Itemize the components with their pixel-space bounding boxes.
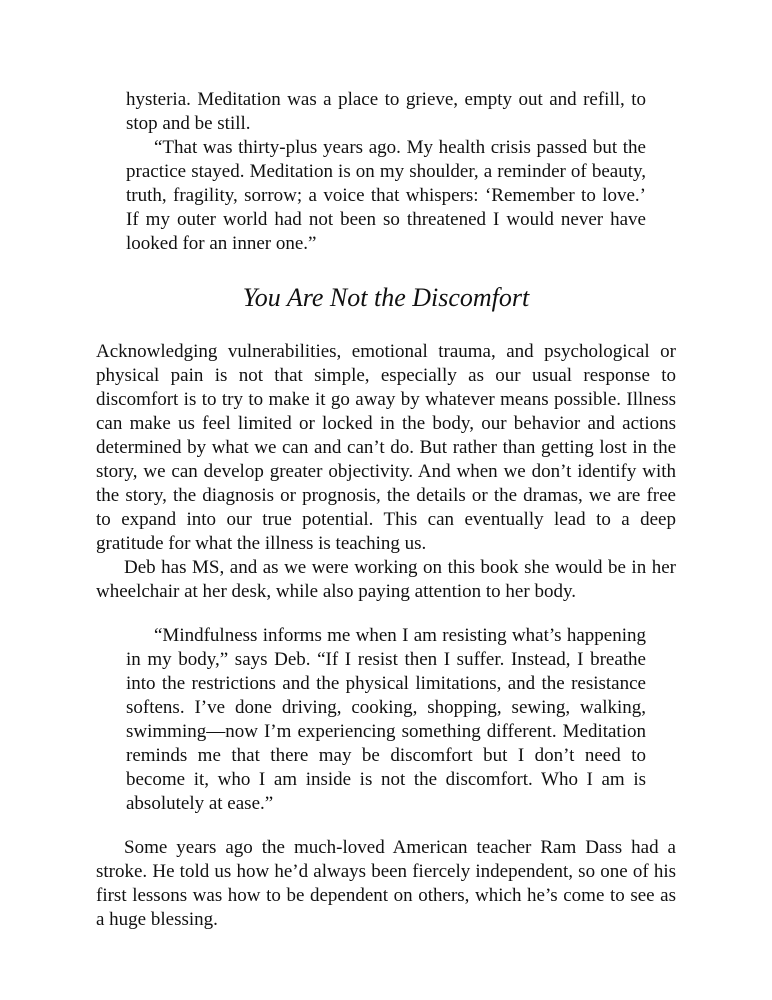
opening-quote xyxy=(126,88,646,256)
body-paragraph-3: Some years ago the much-loved American teacher Ram Dass had a stroke. He told us how he’d always been fiercely independent, so one of his first lessons was how to be dependent on others, which he’s come to see as a huge blessing. xyxy=(96,837,676,930)
opening-quote-paragraph-1: hysteria. Meditation was a place to grieve, empty out and refill, to stop and be still. xyxy=(126,89,646,134)
body-paragraph-1: Acknowledging vulnerabilities, emotional trauma, and psychological or physical pain is not that simple, especially as our usual response to discomfort is to try to make it go away by whatever means possible. Illness can make us feel limited or locked in the body, our behavior and actions determined by what we can and can’t do. But rather than getting lost in the story, we can develop greater objectivity. And when we don’t identify with the story, the diagnosis or prognosis, the details or the dramas, we are free to expand into our true potential. This can eventually lead to a deep gratitude for what the illness is teaching us. xyxy=(96,341,676,554)
book-page xyxy=(96,88,676,932)
deb-quote-text: “Mindfulness informs me when I am resisting what’s happening in my body,” says Deb. “If I resist then I suffer. Instead, I breathe into the restrictions and the physical limitations, and the resistance softens. I’ve done driving, cooking, shopping, sewing, walking, swimming—now I’m experiencing something different. Meditation reminds me that there may be discomfort but I don’t need to become it, who I am inside is not the discomfort. Who I am is absolutely at ease.” xyxy=(126,625,646,814)
opening-quote-paragraph-2: “That was thirty-plus years ago. My health crisis passed but the practice stayed. Meditation is on my shoulder, a reminder of beauty, truth, fragility, sorrow; a voice that whispers: ‘Remember to love.’ If my outer world had not been so threatened I would never have looked for an inner one.” xyxy=(126,137,646,254)
body-paragraph-2: Deb has MS, and as we were working on this book she would be in her wheelchair at her desk, while also paying attention to her body. xyxy=(96,557,676,602)
section-heading: You Are Not the Discomfort xyxy=(242,283,530,312)
deb-quote xyxy=(126,624,646,816)
